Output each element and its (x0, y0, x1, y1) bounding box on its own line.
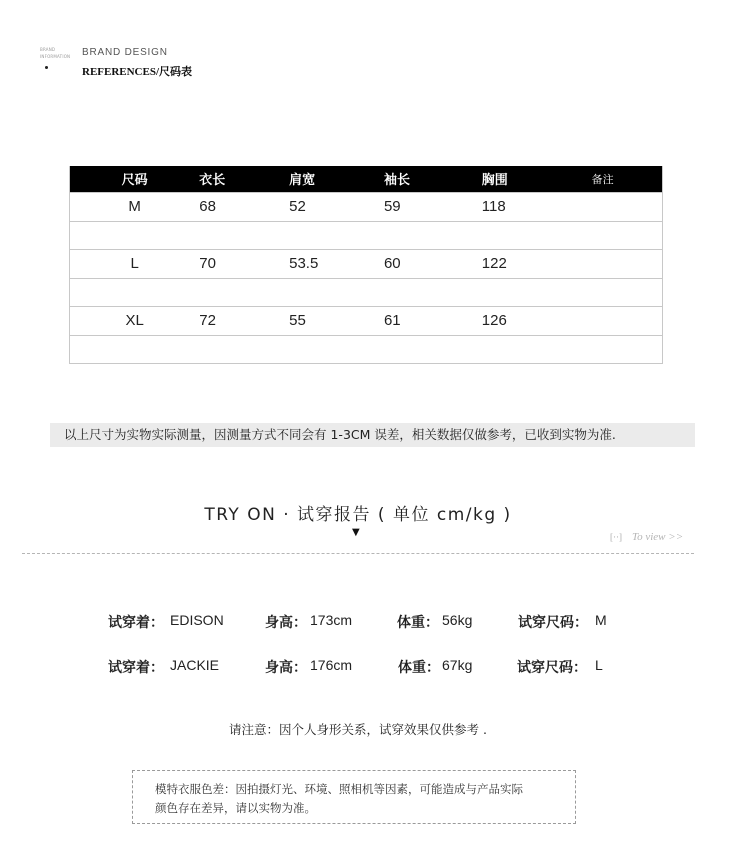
section-subtitle: REFERENCES/尺码表 (82, 66, 193, 78)
measurement-note: 以上尺寸为实物实际测量，因测量方式不同会有 1-3CM 误差，相关数据仅做参考，已收到实物为准. (50, 423, 695, 447)
model-weight: 67kg (442, 657, 473, 673)
cell-shoulder: 55 (289, 306, 384, 335)
model-size-label: 试穿尺码： (517, 659, 587, 675)
cell-length: 70 (199, 249, 289, 278)
table-row (70, 306, 663, 335)
header-sleeve: 袖长 (384, 166, 482, 192)
brand-mini-caption (40, 46, 74, 60)
table-row-spacer (70, 335, 663, 363)
cell-shoulder: 52 (289, 192, 384, 221)
model-height: 176cm (310, 657, 353, 673)
color-difference-note (132, 770, 576, 824)
color-note-line2: 颜色存在差异，请以实物为准。 (155, 801, 316, 815)
tryon-title: TRY ON · 试穿报告 ( 单位 cm/kg ) (204, 505, 512, 525)
model-height-label: 身高： (265, 659, 307, 675)
cell-length: 68 (199, 192, 289, 221)
cell-shoulder: 53.5 (289, 249, 384, 278)
table-row (70, 249, 663, 278)
cell-size: L (70, 249, 200, 278)
cell-remark (592, 192, 663, 221)
model-weight: 56kg (442, 612, 473, 628)
header-chest: 胸围 (482, 166, 592, 192)
cell-length: 72 (199, 306, 289, 335)
model-weight-label: 体重： (397, 614, 439, 630)
color-note-line1: 模特衣服色差：因拍摄灯光、环境、照相机等因素，可能造成与产品实际 (155, 782, 523, 796)
bullet-dot-icon (45, 66, 48, 69)
model-name-label: 试穿着： (108, 614, 164, 630)
cell-sleeve: 59 (384, 192, 482, 221)
table-row (70, 192, 663, 221)
model-height: 173cm (310, 612, 353, 628)
cell-chest: 126 (482, 306, 592, 335)
header-length: 衣长 (199, 166, 289, 192)
tryon-disclaimer: 请注意：因个人身形关系，试穿效果仅供参考 . (229, 722, 487, 737)
to-view-link[interactable] (610, 531, 683, 543)
cell-size: M (70, 192, 200, 221)
model-size-label: 试穿尺码： (518, 614, 588, 630)
cell-size: XL (70, 306, 200, 335)
model-row (0, 657, 750, 677)
cell-remark (592, 306, 663, 335)
model-name: JACKIE (170, 657, 220, 673)
dashed-divider (22, 553, 694, 554)
cell-remark (592, 249, 663, 278)
cell-sleeve: 60 (384, 249, 482, 278)
cell-chest: 118 (482, 192, 592, 221)
model-weight-label: 体重： (398, 659, 440, 675)
model-row (0, 612, 750, 632)
model-size: M (595, 612, 607, 628)
to-view-label: To view >> (632, 531, 684, 543)
header-size: 尺码 (70, 166, 200, 192)
header-remark: 备注 (592, 166, 663, 192)
model-name-label: 试穿着： (108, 659, 164, 675)
model-height-label: 身高： (265, 614, 307, 630)
cell-sleeve: 61 (384, 306, 482, 335)
brand-mini-line1: BRAND (40, 47, 56, 52)
table-row-spacer (70, 278, 663, 306)
header-shoulder: 肩宽 (289, 166, 384, 192)
table-row-spacer (70, 221, 663, 249)
cell-chest: 122 (482, 249, 592, 278)
model-name: EDISON (170, 612, 224, 628)
view-bracket-icon: [··] (610, 532, 622, 542)
size-table-header (70, 166, 663, 192)
brand-mini-line2: INFORMATION (40, 54, 71, 59)
brand-title: BRAND DESIGN (82, 47, 168, 58)
down-arrow-icon: ▼ (352, 527, 360, 538)
model-size: L (595, 657, 603, 673)
size-table (69, 166, 663, 364)
